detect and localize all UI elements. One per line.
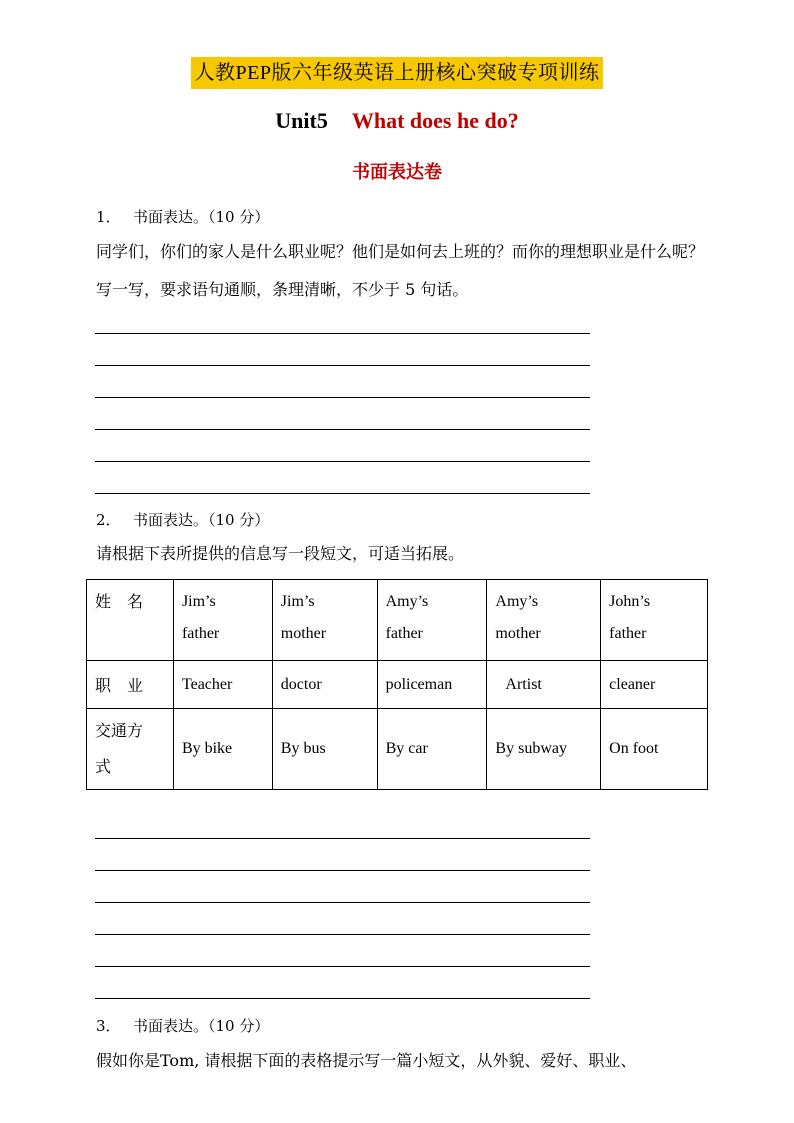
family-info-table (86, 579, 708, 790)
banner-wrap (0, 57, 794, 89)
name-owner: John’s (609, 593, 651, 610)
q1-answer-line[interactable] (95, 365, 590, 366)
name-relation: mother (280, 625, 327, 642)
table-cell-transport: By bike (173, 709, 272, 790)
name-relation: father (385, 625, 423, 642)
table-cell-transport: By bus (272, 709, 377, 790)
q1-answer-line[interactable] (95, 461, 590, 462)
q3-prompt: 假如你是Tom, 请根据下面的表格提示写一篇小短文，从外貌、爱好、职业、 (96, 1051, 637, 1070)
q2-prompt: 请根据下表所提供的信息写一段短文，可适当拓展。 (96, 544, 465, 563)
q2-number: 2． (96, 511, 121, 529)
q1-answer-line[interactable] (95, 429, 590, 430)
table-cell-job: cleaner (601, 661, 708, 709)
table-row-jobs (87, 661, 708, 709)
name-relation: mother (495, 625, 541, 642)
q1-answer-line[interactable] (95, 333, 590, 334)
table-cell-name (601, 580, 708, 661)
table-cell-name (377, 580, 487, 661)
name-owner: Amy’s (385, 593, 429, 610)
table-cell-job: Artist (487, 661, 601, 709)
table-cell-job: doctor (272, 661, 377, 709)
q2-answer-line[interactable] (95, 838, 590, 839)
q1-number: 1． (96, 208, 121, 226)
table-cell-name (173, 580, 272, 661)
q2-title: 书面表达。（10 分） (133, 511, 270, 529)
table-cell-transport: By car (377, 709, 487, 790)
name-owner: Jim’s (280, 593, 315, 610)
q3-title: 书面表达。（10 分） (133, 1017, 270, 1035)
table-cell-transport: On foot (601, 709, 708, 790)
name-owner: Jim’s (181, 593, 216, 610)
name-relation: father (609, 625, 647, 642)
q2-answer-line[interactable] (95, 998, 590, 999)
q1-prompt: 同学们，你们的家人是什么职业呢？他们是如何去上班的？而你的理想职业是什么呢？写一写，要求语句通顺，条理清晰，不少于 5 句话。 (96, 242, 705, 299)
worksheet-banner: 人教PEP版六年级英语上册核心突破专项训练 (191, 57, 604, 89)
q2-answer-line[interactable] (95, 870, 590, 871)
unit-title (0, 108, 794, 134)
table-row-names (87, 580, 708, 661)
table-cell-name (272, 580, 377, 661)
row-label-transport-text: 交通方式 (95, 721, 144, 776)
paper-subtitle: 书面表达卷 (352, 162, 442, 183)
q3-heading (96, 1015, 269, 1036)
row-label-job: 职 业 (87, 661, 174, 709)
table-cell-job: Teacher (173, 661, 272, 709)
q3-number: 3． (96, 1017, 121, 1035)
q1-answer-line[interactable] (95, 493, 590, 494)
name-relation: father (181, 625, 220, 642)
table-cell-transport: By subway (487, 709, 601, 790)
q1-answer-line[interactable] (95, 397, 590, 398)
q2-heading (96, 509, 269, 530)
q2-answer-line[interactable] (95, 902, 590, 903)
unit-topic: What does he do? (351, 108, 519, 133)
q2-answer-line[interactable] (95, 934, 590, 935)
table-cell-name (487, 580, 601, 661)
row-label-name: 姓 名 (87, 580, 174, 661)
table-row-transport (87, 709, 708, 790)
row-label-transport (87, 709, 174, 790)
table-cell-job: policeman (377, 661, 487, 709)
q2-answer-line[interactable] (95, 966, 590, 967)
q1-heading (96, 206, 269, 227)
name-owner: Amy’s (495, 593, 539, 610)
q1-title: 书面表达。（10 分） (133, 208, 270, 226)
unit-label: Unit5 (275, 108, 328, 133)
